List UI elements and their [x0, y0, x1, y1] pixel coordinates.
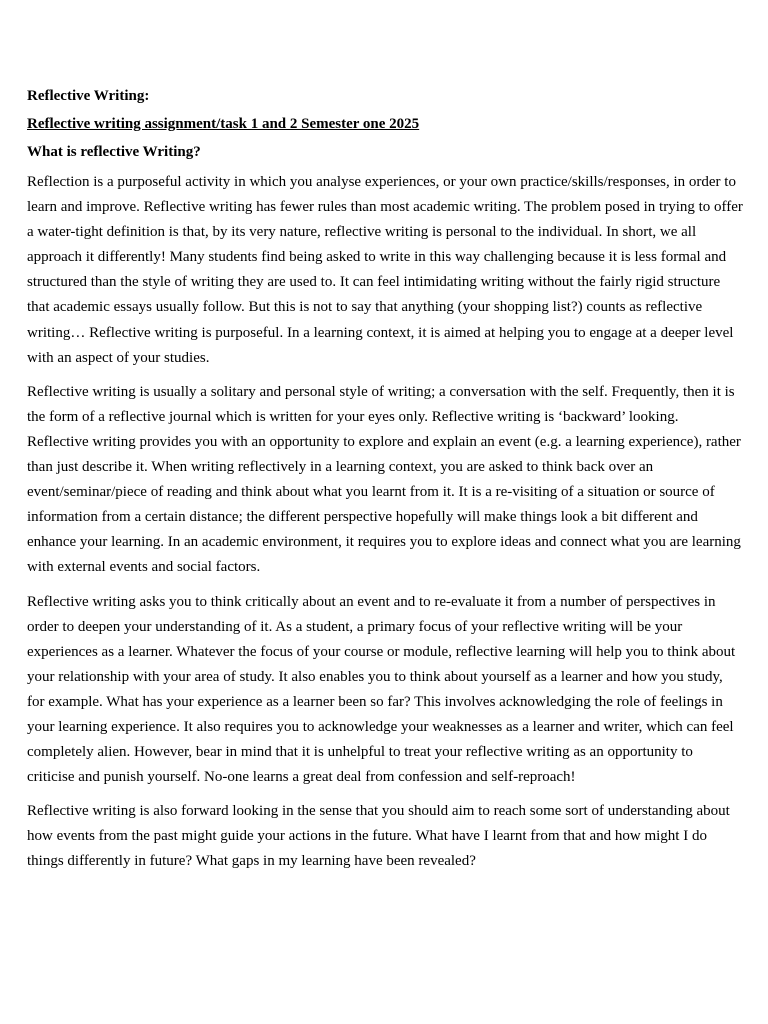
document-page	[27, 86, 743, 884]
paragraph-1: Reflection is a purposeful activity in which you analyse experiences, or your own practice/skills/responses, in order to learn and improve. Reflective writing has fewer rules than most academic writing. The problem posed in trying to offer a water-tight definition is that, by its very nature, reflective writing is personal to the individual. In short, we all approach it differently! Many students find being asked to write in this way challenging because it is less formal and structured than the style of writing they are used to. It can feel intimidating writing without the fairly rigid structure that academic essays usually follow. But this is not to say that anything (your shopping list?) counts as reflective writing… Reflective writing is purposeful. In a learning context, it is aimed at helping you to engage at a deeper level with an aspect of your studies.	[27, 174, 743, 366]
assignment-subtitle: Reflective writing assignment/task 1 and 2 Semester one 2025	[27, 116, 420, 132]
paragraph-2: Reflective writing is usually a solitary and personal style of writing; a conversation with the self. Frequently, then it is the form of a reflective journal which is written for your eyes only. Reflective writing is ‘backward’ looking. Reflective writing provides you with an opportunity to explore and explain an event (e.g. a learning experience), rather than just describe it. When writing reflectively in a learning context, you are asked to think back over an event/seminar/piece of reading and think about what you learnt from it. It is a re-visiting of a situation or source of information from a certain distance; the different perspective hopefully will make things look a bit different and enhance your learning. In an academic environment, it requires you to explore ideas and connect what you are learning with external events and social factors.	[27, 383, 741, 576]
paragraph-3: Reflective writing asks you to think critically about an event and to re-evaluate it from a number of perspectives in order to deepen your understanding of it. As a student, a primary focus of your reflective writing will be your experiences as a learner. Whatever the focus of your course or module, reflective learning will help you to think about your relationship with your area of study. It also enables you to think about yourself as a learner and how you study, for example. What has your experience as a learner been so far? This involves acknowledging the role of feelings in your learning experience. It also requires you to acknowledge your weaknesses as a learner and writer, which can feel completely alien. However, bear in mind that it is unhelpful to treat your reflective writing as an opportunity to criticise and punish yourself. No-one learns a great deal from confession and self-reproach!	[27, 593, 736, 786]
document-title: Reflective Writing:	[27, 88, 150, 104]
paragraph-4: Reflective writing is also forward looking in the sense that you should aim to reach some sort of understanding about how events from the past might guide your actions in the future. What have I learnt from that and how might I do things differently in future? What gaps in my learning have been revealed?	[27, 803, 730, 870]
section-heading: What is reflective Writing?	[27, 144, 201, 160]
